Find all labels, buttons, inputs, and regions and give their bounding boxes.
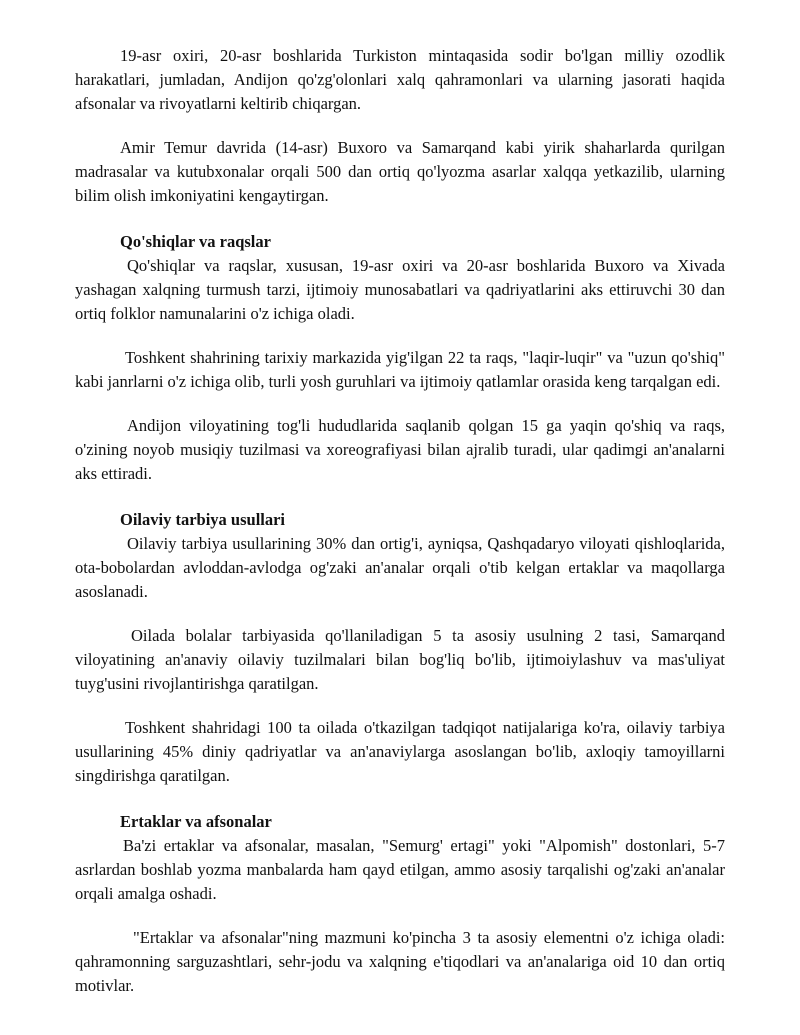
paragraph: "Ertaklar va afsonalar"ning mazmuni ko'pincha 3 ta asosiy elementni o'z ichiga oladi: qahramonning sarguzashtlari, sehr-jodu va xalqning e'tiqodlari va an'analariga oid 10 dan ortiq motivlar. (75, 928, 725, 995)
document-page (75, 44, 725, 1018)
section-heading: Ertaklar va afsonalar (120, 812, 272, 831)
paragraph: Oilaviy tarbiya usullarining 30% dan ortig'i, ayniqsa, Qashqadaryo viloyati qishloqlarida, ota-bobolardan avloddan-avlodga og'zaki an'analar orqali o'tib kelgan ertaklar va maqollarga asoslanadi. (75, 534, 725, 601)
paragraph: Amir Temur davrida (14-asr) Buxoro va Samarqand kabi yirik shaharlarda qurilgan madrasalar va kutubxonalar orqali 500 dan ortiq qo'lyozma asarlar xalqqa yetkazilib, ularning bilim olish imkoniyatini kengaytirgan. (75, 138, 725, 205)
section-heading: Oilaviy tarbiya usullari (120, 510, 286, 529)
paragraph: Oilada bolalar tarbiyasida qo'llaniladigan 5 ta asosiy usulning 2 tasi, Samarqand viloyatining an'anaviy oilaviy tuzilmalari bilan bog'liq bo'lib, ijtimoiylashuv va mas'uliyat tuyg'usini rivojlantirishga qaratilgan. (75, 626, 725, 693)
paragraph: Toshkent shahrining tarixiy markazida yig'ilgan 22 ta raqs, "laqir-luqir" va "uzun qo'shiq" kabi janrlarni o'z ichiga olib, turli yosh guruhlari va ijtimoiy qatlamlar orasida keng tarqalgan edi. (75, 348, 725, 391)
paragraph: Ba'zi ertaklar va afsonalar, masalan, "Semurg' ertagi" yoki "Alpomish" dostonlari, 5-7 asrlardan boshlab yozma manbalarda ham qayd etilgan, ammo asosiy tarqalishi og'zaki an'analar orqali amalga oshadi. (75, 836, 725, 903)
paragraph: 19-asr oxiri, 20-asr boshlarida Turkiston mintaqasida sodir bo'lgan milliy ozodlik harakatlari, jumladan, Andijon qo'zg'olonlari xalq qahramonlari va ularning jasorati haqida afsonalar va rivoyatlarni keltirib chiqargan. (75, 46, 725, 113)
paragraph: Toshkent shahridagi 100 ta oilada o'tkazilgan tadqiqot natijalariga ko'ra, oilaviy tarbiya usullarining 45% diniy qadriyatlar va an'anaviylarga asoslangan bo'lib, axloqiy tamoyillarni singdirishga qaratilgan. (75, 718, 725, 785)
section-heading: Qo'shiqlar va raqslar (120, 232, 271, 251)
paragraph: Andijon viloyatining tog'li hududlarida saqlanib qolgan 15 ga yaqin qo'shiq va raqs, o'zining noyob musiqiy tuzilmasi va xoreografiyasi bilan ajralib turadi, ular qadimgi an'analarni aks ettiradi. (75, 416, 725, 483)
paragraph: Qo'shiqlar va raqslar, xususan, 19-asr oxiri va 20-asr boshlarida Buxoro va Xivada yashagan xalqning turmush tarzi, ijtimoiy munosabatlari va qadriyatlarini aks ettiruvchi 30 dan ortiq folklor namunalarini o'z ichiga oladi. (75, 256, 725, 323)
